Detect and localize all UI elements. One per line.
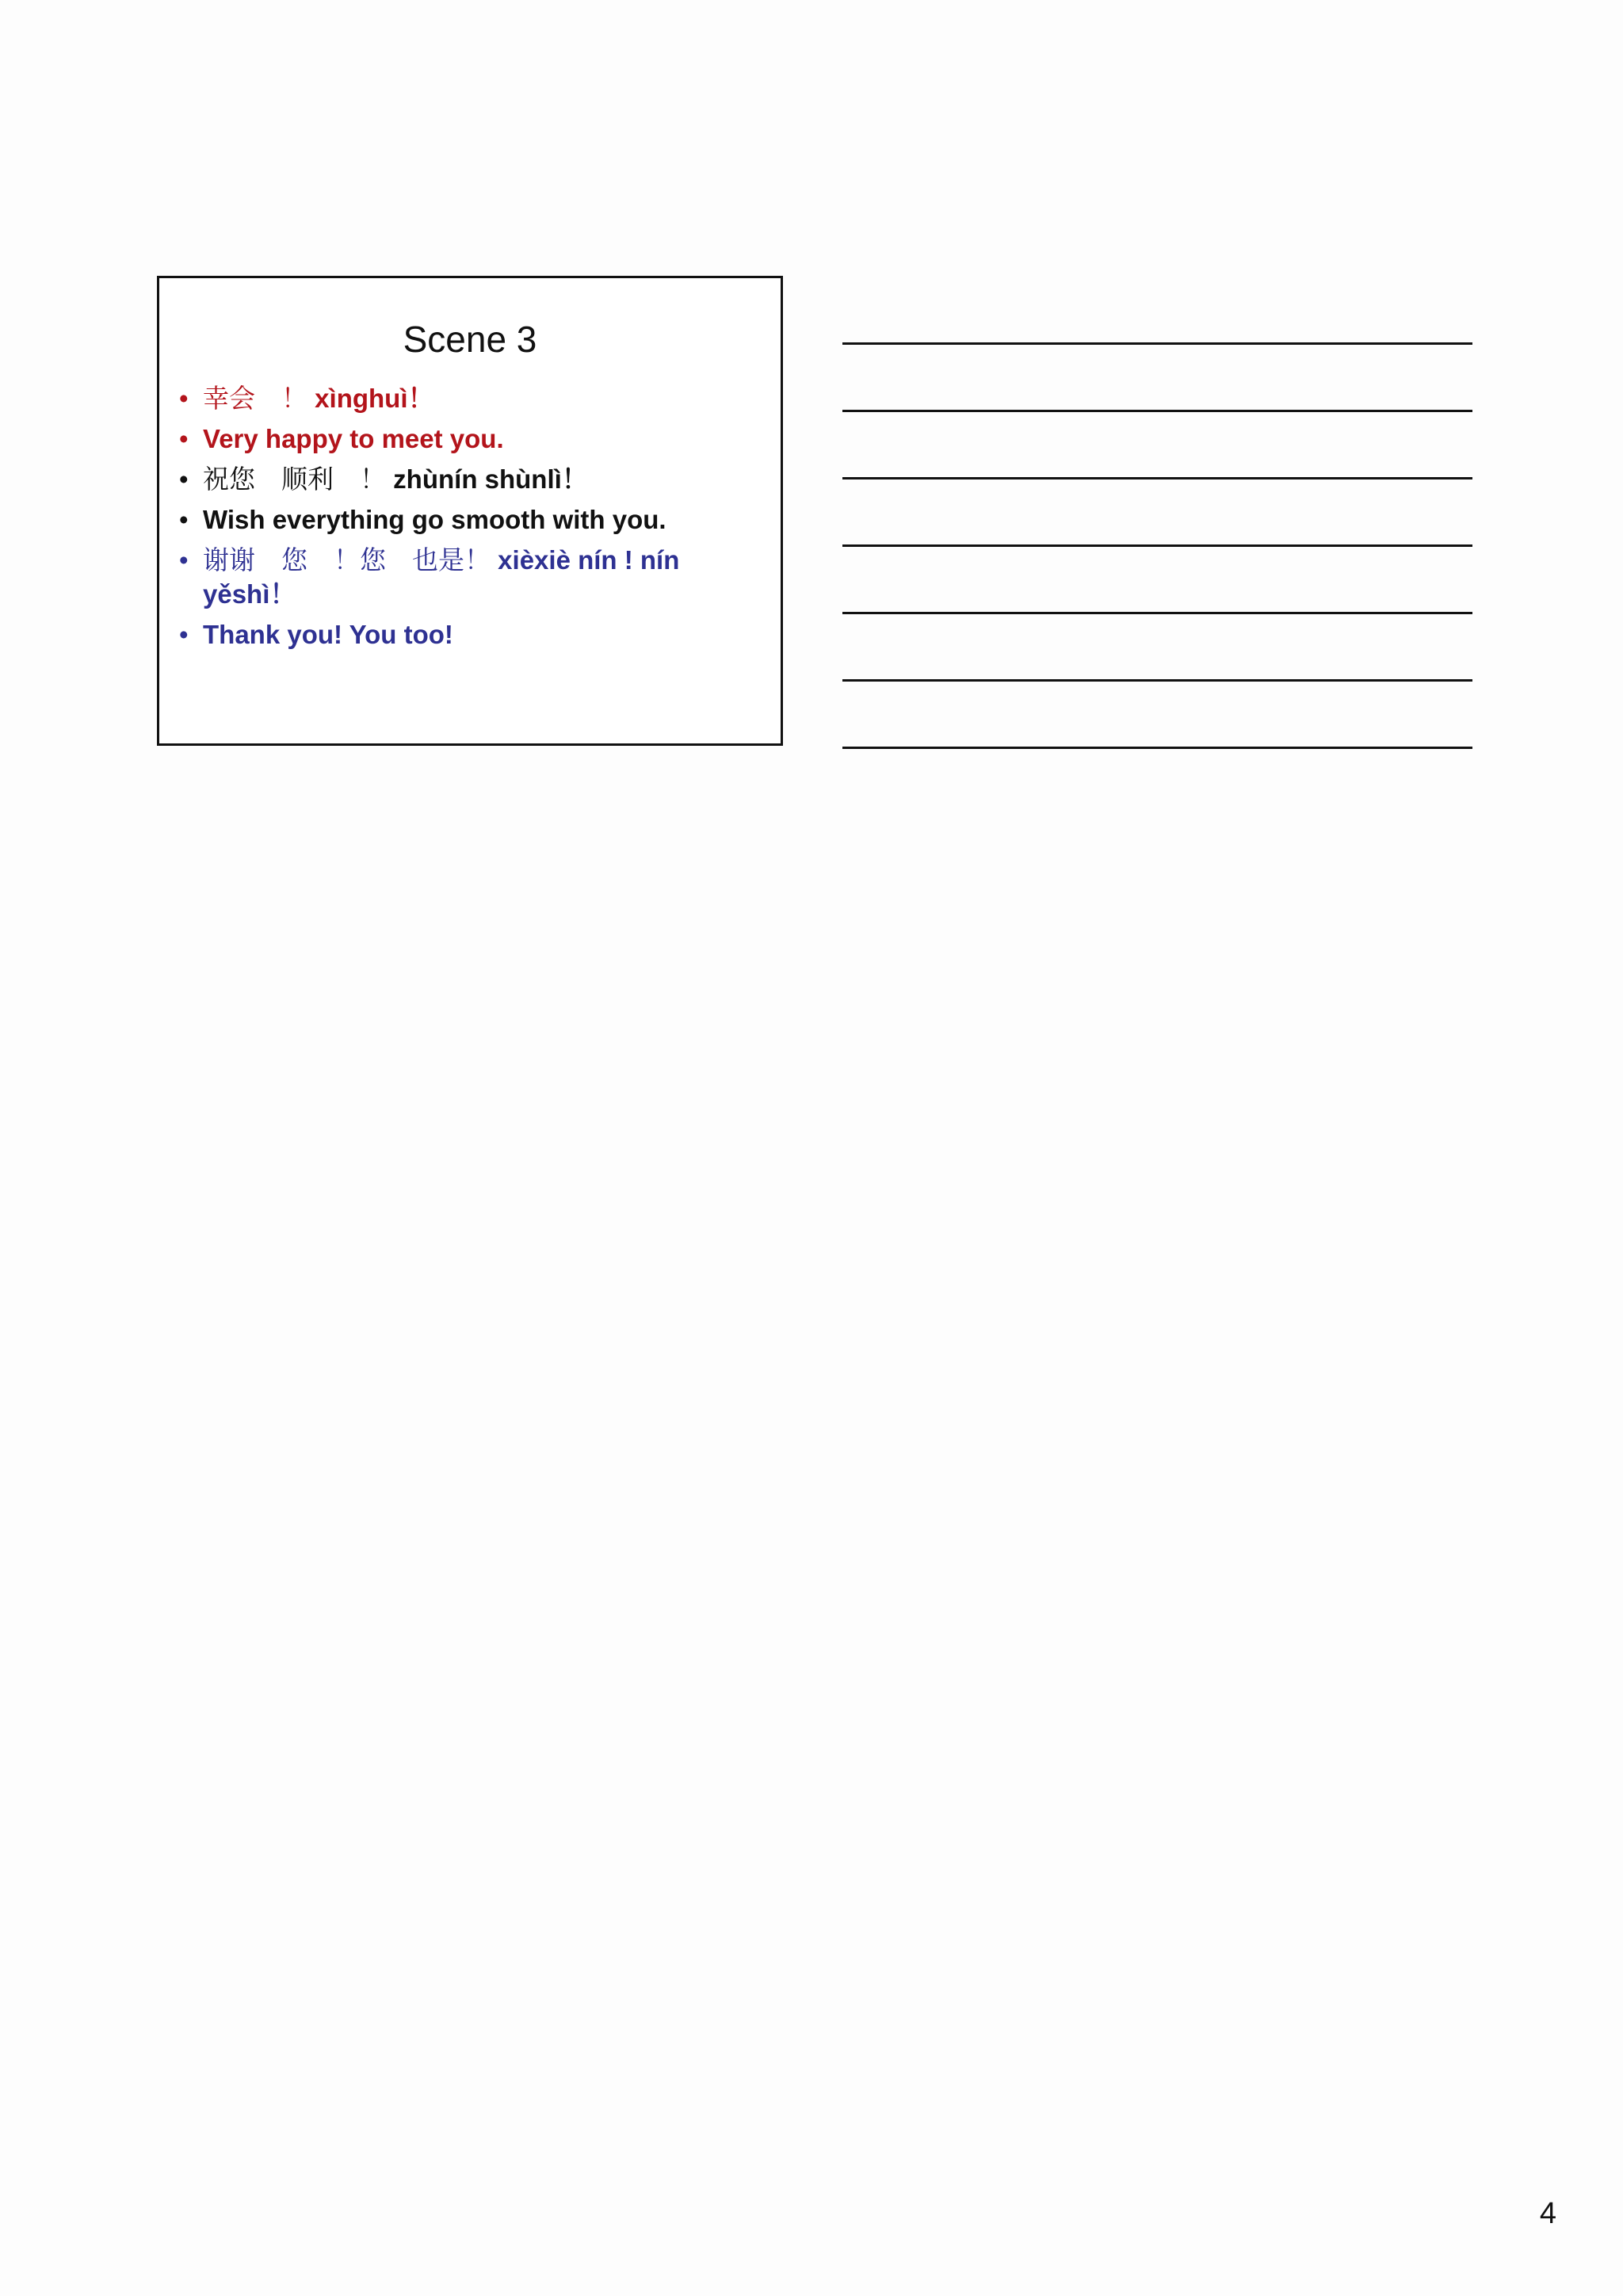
slide-thumbnail [157, 276, 783, 746]
note-line [842, 747, 1472, 749]
note-line [842, 342, 1472, 345]
bullet-dot: • [179, 384, 189, 413]
pinyin-text: xìnghuì！ [315, 384, 434, 413]
bullet-dot: • [179, 464, 189, 494]
note-line [842, 544, 1472, 547]
chinese-text: 谢谢 您 ！您 也是！ [203, 544, 491, 575]
bullet-item [179, 543, 733, 611]
bullet-item [179, 422, 733, 456]
english-text: Wish everything go smooth with you. [203, 505, 666, 534]
bullet-item [179, 381, 733, 415]
chinese-text: 幸会 ！ [203, 383, 307, 414]
bullet-dot: • [179, 545, 189, 575]
bullet-dot: • [179, 505, 189, 534]
bullet-item [179, 462, 733, 496]
pinyin-text: xièxiè nín ! nín yěshì！ [203, 545, 680, 609]
bullet-item [179, 617, 733, 651]
note-line [842, 612, 1472, 614]
bullet-dot: • [179, 424, 189, 453]
english-text: Thank you! You too! [203, 620, 453, 649]
bullet-list [179, 381, 733, 658]
slide-title: Scene 3 [403, 319, 537, 360]
bullet-dot: • [179, 620, 189, 649]
pinyin-text: zhùnín shùnlì！ [393, 464, 588, 494]
note-line [842, 477, 1472, 479]
chinese-text: 祝您 顺利 ！ [203, 464, 386, 495]
english-text: Very happy to meet you. [203, 424, 504, 453]
bullet-item [179, 502, 733, 537]
note-line [842, 410, 1472, 412]
note-line [842, 679, 1472, 682]
page-number: 4 [1539, 2197, 1556, 2230]
